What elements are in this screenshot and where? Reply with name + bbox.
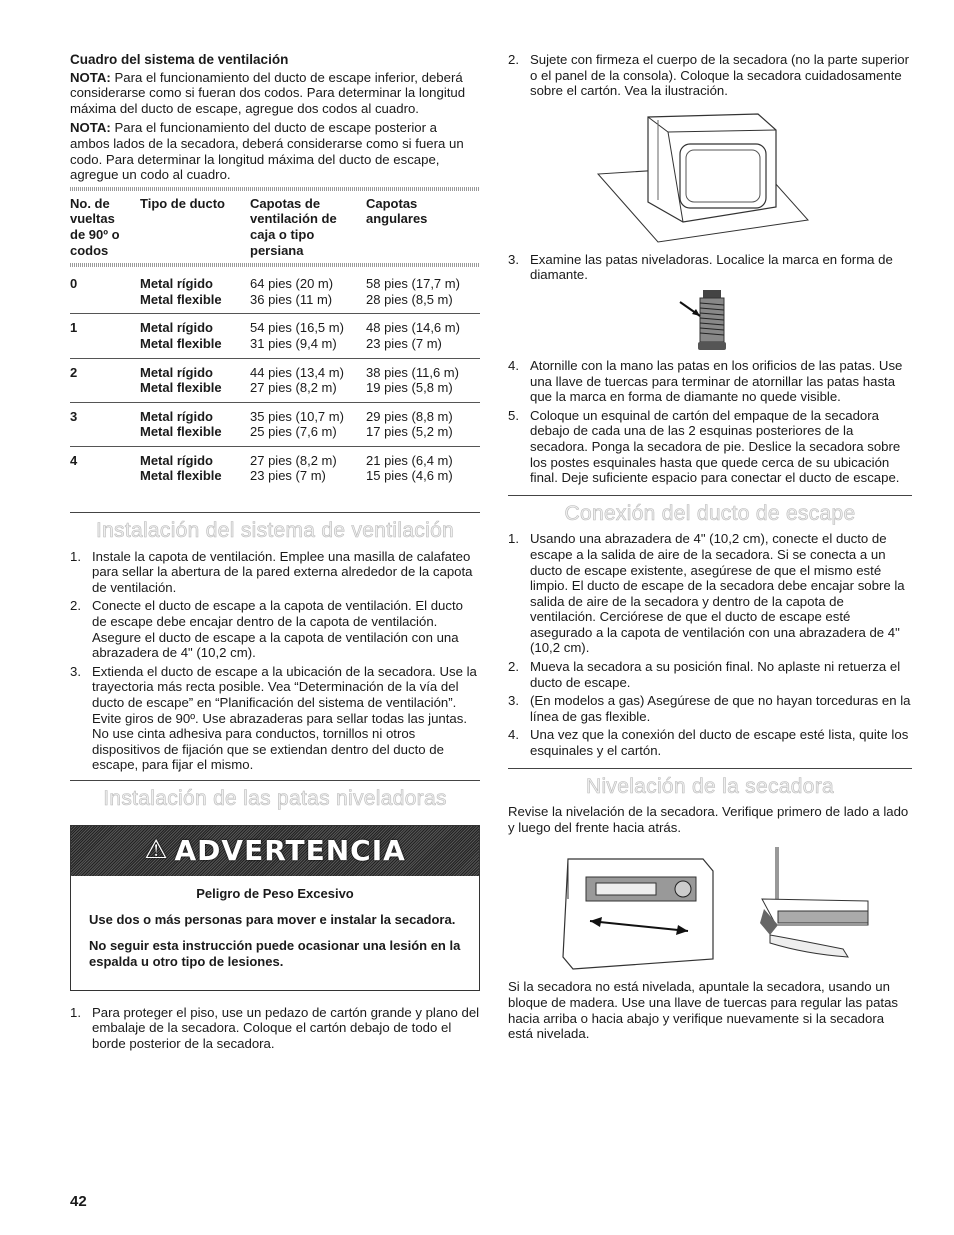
install-section-title: Instalación del sistema de ventilación xyxy=(70,512,480,549)
table-top-rule xyxy=(70,187,480,191)
dryer-on-carton-illustration xyxy=(508,102,912,252)
list-item: 5. Coloque un esquinal de cartón del empaque de la secadora debajo de cada una de las 2 esquinas posteriores de la secadora. Ponga la secadora de pie. Deslice la secadora sobre los postes esquinales hasta que quede cerca de su ubicación final. Deje suficiente espacio para conectar el ducto de escape. xyxy=(508,407,901,486)
list-item: 3. (En modelos a gas) Asegúrese de que no hayan torceduras en la línea de gas flexible. xyxy=(508,693,911,724)
header-turns: No. de vueltas de 90º o codos xyxy=(70,195,120,258)
list-item: 3. Extienda el ducto de escape a la ubicación de la secadora. Use la trayectoria más recta posible. Vea “Determinación de la vía del ducto de escape” en “Planificación del sistema de ventilación”. Evite giros de 90º. Use abrazaderas para sellar todas las juntas. No use cinta adhesiva para conductos, tornillos ni otros dispositivos de fijación que se extiendan dentro del ducto de escape, para fijar el mismo. xyxy=(70,663,477,773)
table-header-row xyxy=(70,194,480,260)
exhaust-section-title: Conexión del ducto de escape xyxy=(508,495,912,532)
warning-title: ADVERTENCIA xyxy=(174,833,406,867)
table-row: 3 Metal rígido Metal flexible 35 pies (10,7 m) 25 pies (7,6 m) 29 pies (8,8 m) 17 pies (5,2 m) xyxy=(70,402,480,446)
table-row: 2 Metal rígido Metal flexible 44 pies (13,4 m) 27 pies (8,2 m) 38 pies (11,6 m) 19 pies (5,8 m) xyxy=(70,358,480,402)
note-1: NOTA: Para el funcionamiento del ducto de escape inferior, deberá considerarse como si fueran dos codos. Para determinar la longitud máxima del ducto de escape, agregue dos codos al cuadro. xyxy=(70,69,466,116)
legs-steps-cont-a xyxy=(508,52,912,99)
install-steps xyxy=(70,549,480,773)
legs-steps-cont-c xyxy=(508,358,912,486)
table-heading: Cuadro del sistema de ventilación xyxy=(70,52,289,67)
table-row: 1 Metal rígido Metal flexible 54 pies (16,5 m) 31 pies (9,4 m) 48 pies (14,6 m) 23 pies (7 m) xyxy=(70,314,480,358)
warning-triangle-icon: ⚠ xyxy=(144,834,169,865)
table-row: 4 Metal rígido Metal flexible 27 pies (8,2 m) 23 pies (7 m) 21 pies (6,4 m) 15 pies (4,6 m) xyxy=(70,452,453,484)
left-column xyxy=(70,52,480,1054)
legs-steps-cont-b xyxy=(508,252,912,283)
page-number: 42 xyxy=(70,1193,87,1210)
level-intro: Revise la nivelación de la secadora. Verifique primero de lado a lado y luego del frente hacia atrás. xyxy=(508,804,909,835)
list-item: 2. Sujete con firmeza el cuerpo de la secadora (no la parte superior o el panel de la consola). Coloque la secadora cuidadosamente sobre el cartón. Vea la ilustración. xyxy=(508,52,909,99)
leveling-dryer-illustration xyxy=(508,839,912,979)
legs-step-1 xyxy=(70,1005,480,1052)
header-box-hood: Capotas de ventilación de caja o tipo persiana xyxy=(250,195,337,258)
table-header-rule xyxy=(70,263,480,267)
warning-text-1: Use dos o más personas para mover e instalar la secadora. xyxy=(89,911,456,927)
header-angled-hood: Capotas angulares xyxy=(366,195,428,227)
list-item: 2. Conecte el ducto de escape a la capota de ventilación. El ducto de escape debe encajar dentro de la capota de ventilación. Asegure el ducto de escape a la capota de ventilación con una abrazadera de 4" (10,2 cm). xyxy=(70,598,463,661)
leveling-leg-illustration xyxy=(508,286,912,358)
list-item: 3. Examine las patas niveladoras. Localice la marca en forma de diamante. xyxy=(508,251,893,283)
list-item: 4. Atornille con la mano las patas en los orificios de las patas. Use una llave de tuercas para terminar de atornillar las patas hasta que la marca en forma de diamante no quede visible. xyxy=(508,357,903,405)
exhaust-steps xyxy=(508,531,912,758)
table-row: 0 Metal rígido Metal flexible 64 pies (20 m) 36 pies (11 m) 58 pies (17,7 m) 28 pies (8,5 m) xyxy=(70,270,480,314)
list-item: 2. Mueva la secadora a su posición final. No aplaste ni retuerza el ducto de escape. xyxy=(508,659,901,690)
list-item: 1. Para proteger el piso, use un pedazo de cartón grande y plano del embalaje de la secadora. Coloque el cartón debajo de todo el borde posterior de la secadora. xyxy=(70,1004,480,1051)
header-type: Tipo de ducto xyxy=(140,195,225,211)
right-column xyxy=(508,52,912,1046)
warning-text-2: No seguir esta instrucción puede ocasionar una lesión en la espalda u otro tipo de lesiones. xyxy=(89,937,461,969)
list-item: 1. Instale la capota de ventilación. Emplee una masilla de calafateo para sellar la abertura de la pared externa alrededor de la capota de ventilación. xyxy=(70,548,473,595)
vent-table xyxy=(70,194,480,260)
level-section-title: Nivelación de la secadora xyxy=(508,768,912,805)
list-item: 4. Una vez que la conexión del ducto de escape esté lista, quite los esquinales y el cartón. xyxy=(508,727,909,759)
warning-body xyxy=(71,876,479,990)
warning-header xyxy=(71,826,479,876)
vent-table-body xyxy=(70,270,480,490)
warning-box xyxy=(70,825,480,991)
list-item: 1. Usando una abrazadera de 4" (10,2 cm), conecte el ducto de escape a la salida de aire de la secadora. Si se conecta a un ducto de escape existente, asegúrese de que el mismo esté limpio. El ducto de escape de la secadora debe encajar sobre la salida de aire de la secadora y dentro de la capota de ventilación. Cerciórese de que el ducto de escape esté asegurado a la capota de ventilación con una abrazadera de 4" (10,2 cm). xyxy=(508,531,905,656)
legs-section-title: Instalación de las patas niveladoras xyxy=(70,780,480,817)
note-2: NOTA: Para el funcionamiento del ducto de escape posterior a ambos lados de la secadora, deberá considerarse como si fuera un codo. Para determinar la longitud máxima del ducto de escape, agregue un codo al cuadro. xyxy=(70,120,464,183)
level-final: Si la secadora no está nivelada, apuntale la secadora, usando un bloque de madera. Use una llave de tuercas para regular las patas hacia arriba o hacia abajo y verifique nuevamente si la secadora está nivelada. xyxy=(508,979,899,1042)
warning-subtitle: Peligro de Peso Excesivo xyxy=(196,885,354,901)
